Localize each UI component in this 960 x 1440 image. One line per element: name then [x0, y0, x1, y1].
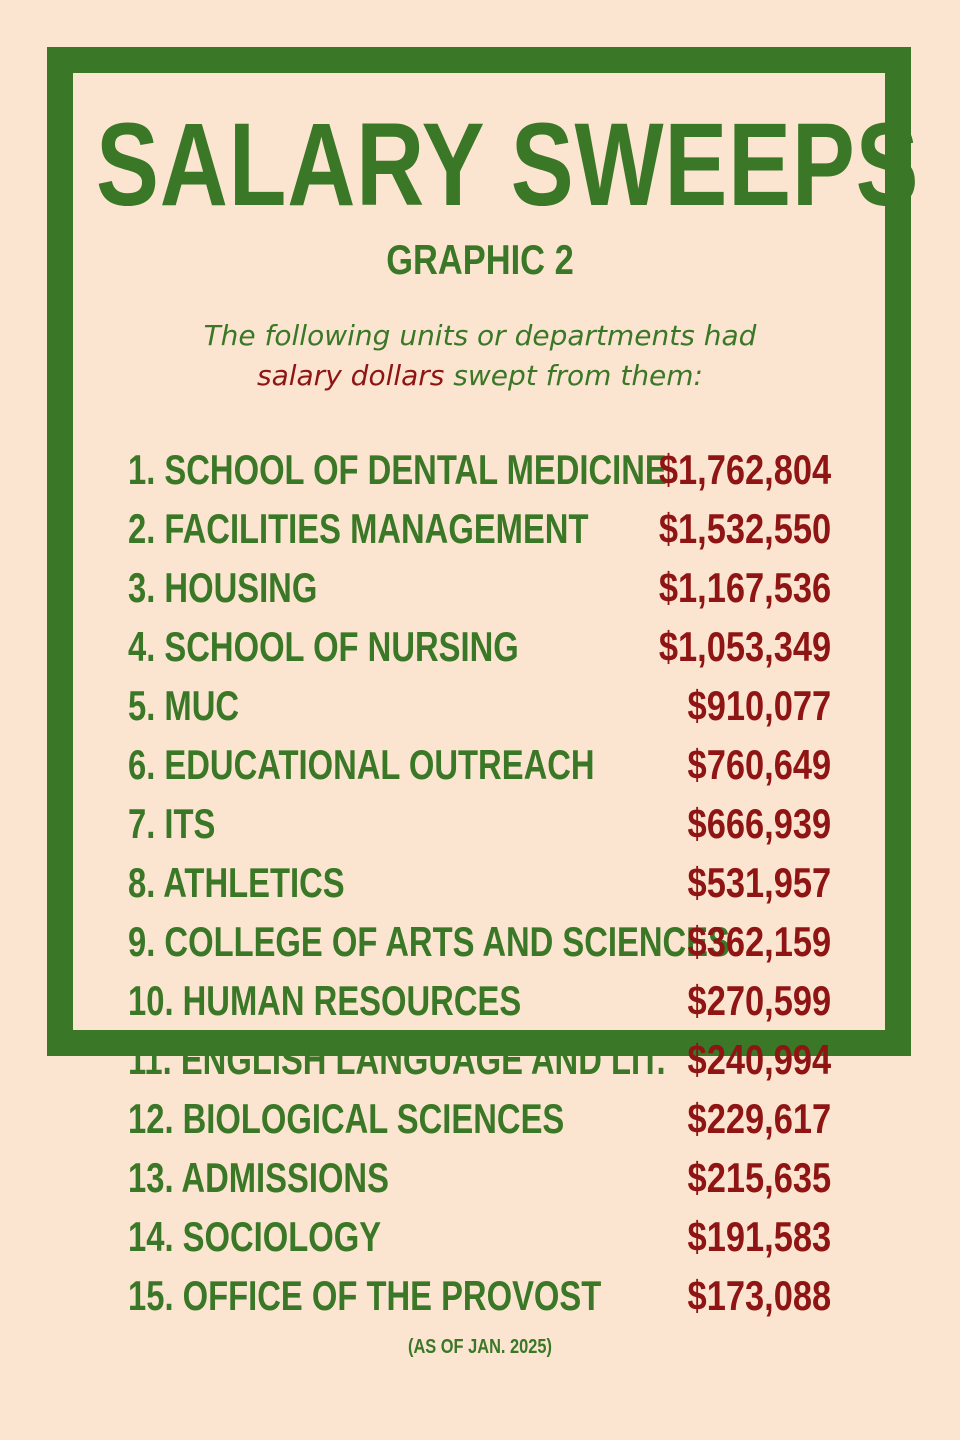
swept-amount: $229,617	[687, 1095, 831, 1142]
swept-amount: $666,939	[687, 800, 831, 847]
department-list	[128, 440, 831, 1325]
department-name: 1. SCHOOL OF DENTAL MEDICINE	[128, 446, 667, 493]
list-item	[128, 735, 831, 794]
swept-amount: $1,532,550	[658, 505, 831, 552]
swept-amount: $1,053,349	[658, 623, 831, 670]
list-item	[128, 1148, 831, 1207]
swept-amount: $760,649	[687, 741, 831, 788]
swept-amount: $531,957	[687, 859, 831, 906]
intro-line-1: The following units or departments had	[203, 319, 757, 352]
list-item	[128, 1266, 831, 1325]
department-name: 2. FACILITIES MANAGEMENT	[128, 505, 589, 552]
swept-amount: $270,599	[687, 977, 831, 1024]
department-name: 7. ITS	[128, 800, 216, 847]
list-item	[128, 1089, 831, 1148]
swept-amount: $215,635	[687, 1154, 831, 1201]
department-name: 4. SCHOOL OF NURSING	[128, 623, 519, 670]
list-item	[128, 617, 831, 676]
list-item	[128, 1207, 831, 1266]
intro-line-2-rest: swept from them:	[444, 359, 703, 392]
swept-amount: $173,088	[687, 1272, 831, 1319]
department-name: 9. COLLEGE OF ARTS AND SCIENCES	[128, 918, 730, 965]
department-name: 8. ATHLETICS	[128, 859, 345, 906]
page-title: SALARY SWEEPS	[96, 99, 920, 231]
list-item	[128, 440, 831, 499]
department-name: 13. ADMISSIONS	[128, 1154, 389, 1201]
swept-amount: $191,583	[687, 1213, 831, 1260]
department-name: 6. EDUCATIONAL OUTREACH	[128, 741, 595, 788]
list-item	[128, 794, 831, 853]
list-item	[128, 912, 831, 971]
intro-accent: salary dollars	[257, 359, 445, 392]
list-item	[128, 1030, 831, 1089]
department-name: 5. MUC	[128, 682, 240, 729]
department-name: 14. SOCIOLOGY	[128, 1213, 382, 1260]
intro-line-2	[0, 356, 960, 396]
swept-amount: $910,077	[687, 682, 831, 729]
department-name: 12. BIOLOGICAL SCIENCES	[128, 1095, 565, 1142]
intro-text	[0, 316, 960, 396]
swept-amount: $1,167,536	[658, 564, 831, 611]
list-item	[128, 971, 831, 1030]
department-name: 11. ENGLISH LANGUAGE AND LIT.	[128, 1036, 666, 1083]
page-subtitle: GRAPHIC 2	[386, 236, 574, 283]
list-item	[128, 676, 831, 735]
list-item	[128, 853, 831, 912]
list-item	[128, 499, 831, 558]
list-item	[128, 558, 831, 617]
date-footnote: (AS OF JAN. 2025)	[407, 1336, 552, 1358]
swept-amount: $362,159	[687, 918, 831, 965]
department-name: 3. HOUSING	[128, 564, 318, 611]
swept-amount: $1,762,804	[658, 446, 831, 493]
department-name: 10. HUMAN RESOURCES	[128, 977, 522, 1024]
department-name: 15. OFFICE OF THE PROVOST	[128, 1272, 602, 1319]
swept-amount: $240,994	[687, 1036, 831, 1083]
